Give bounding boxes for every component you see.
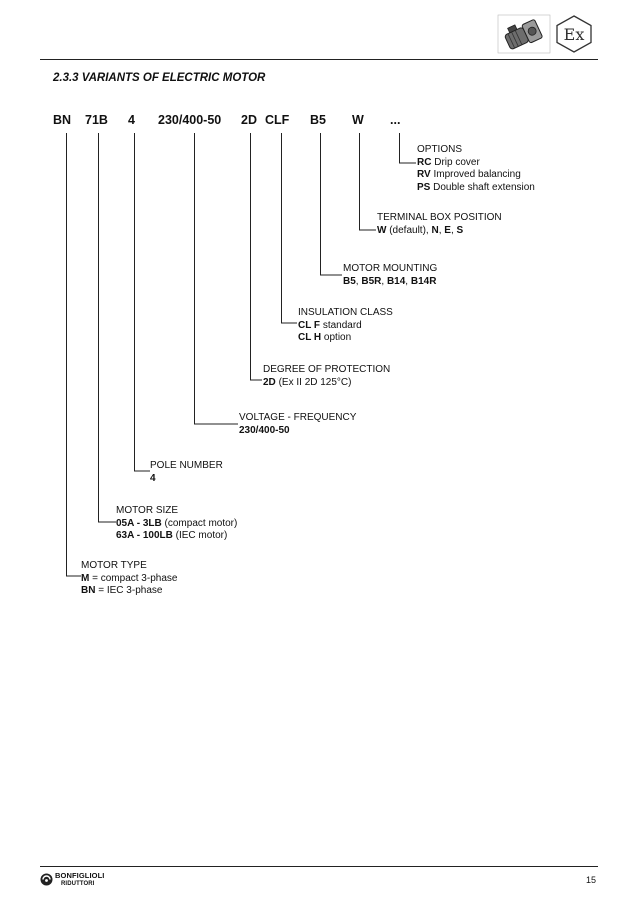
- insulation-f: CL F standard: [298, 319, 362, 331]
- pole-value: 4: [150, 472, 156, 484]
- motor-mounting-heading: MOTOR MOUNTING: [343, 263, 438, 274]
- insulation-h: CL H option: [298, 332, 352, 343]
- voltage-value: 230/400-50: [239, 424, 290, 436]
- connector-mounting: [321, 133, 343, 275]
- connector-pole: [135, 133, 151, 471]
- connector-type: [67, 133, 82, 576]
- insulation-block: [298, 307, 393, 345]
- option-rv: RV Improved balancing: [417, 169, 521, 180]
- connector-size: [99, 133, 117, 522]
- motor-type-heading: MOTOR TYPE: [81, 560, 147, 571]
- protection-block: [263, 364, 390, 389]
- code-part-bn: BN: [53, 113, 72, 127]
- motor-type-bn: BN = IEC 3-phase: [81, 585, 163, 596]
- protection-heading: DEGREE OF PROTECTION: [263, 364, 391, 375]
- pole-block: [150, 460, 223, 485]
- page-number: 15: [585, 875, 596, 885]
- terminal-box-values: W (default), N, E, S: [377, 224, 464, 236]
- footer-rule: [40, 866, 598, 867]
- protection-value: 2D (Ex II 2D 125°C): [263, 376, 352, 388]
- svg-text:Ex: Ex: [563, 25, 585, 44]
- section-title: 2.3.3 VARIANTS OF ELECTRIC MOTOR: [53, 72, 266, 84]
- motor-type-m: M = compact 3-phase: [81, 572, 178, 584]
- option-ps: PS Double shaft extension: [417, 181, 535, 193]
- connector-options: [400, 133, 417, 163]
- code-part-voltage: 230/400-50: [158, 113, 222, 127]
- connector-voltage: [195, 133, 239, 424]
- code-part-protection: 2D: [241, 113, 257, 127]
- voltage-block: [239, 412, 356, 437]
- motor-mounting-block: [343, 263, 437, 288]
- connector-terminal: [360, 133, 377, 230]
- code-part-options: ...: [390, 113, 401, 127]
- brand-logo-icon: [40, 873, 53, 886]
- terminal-box-block: [377, 212, 502, 237]
- terminal-box-heading: TERMINAL BOX POSITION: [377, 212, 502, 223]
- options-block: [417, 144, 535, 194]
- code-part-mounting: B5: [310, 113, 326, 127]
- brand-name: BONFIGLIOLI: [55, 871, 105, 880]
- motor-size-heading: MOTOR SIZE: [116, 505, 179, 516]
- brand-sub: RIDUTTORI: [61, 881, 95, 887]
- voltage-heading: VOLTAGE - FREQUENCY: [239, 412, 357, 423]
- code-part-insulation: CLF: [265, 113, 290, 127]
- pole-heading: POLE NUMBER: [150, 460, 223, 471]
- motor-size-block: [116, 505, 237, 543]
- motor-type-block: [81, 560, 177, 598]
- connector-insulation: [282, 133, 298, 323]
- option-rc: RC Drip cover: [417, 156, 480, 168]
- code-part-terminal: W: [352, 113, 364, 127]
- insulation-heading: INSULATION CLASS: [298, 307, 393, 318]
- code-part-size: 71B: [85, 113, 108, 127]
- connector-protection: [251, 133, 263, 380]
- motor-size-compact: 05A - 3LB (compact motor): [116, 517, 238, 529]
- code-part-pole: 4: [128, 113, 135, 127]
- options-heading: OPTIONS: [417, 144, 463, 155]
- motor-size-iec: 63A - 100LB (IEC motor): [116, 530, 228, 541]
- motor-mounting-values: B5, B5R, B14, B14R: [343, 275, 437, 287]
